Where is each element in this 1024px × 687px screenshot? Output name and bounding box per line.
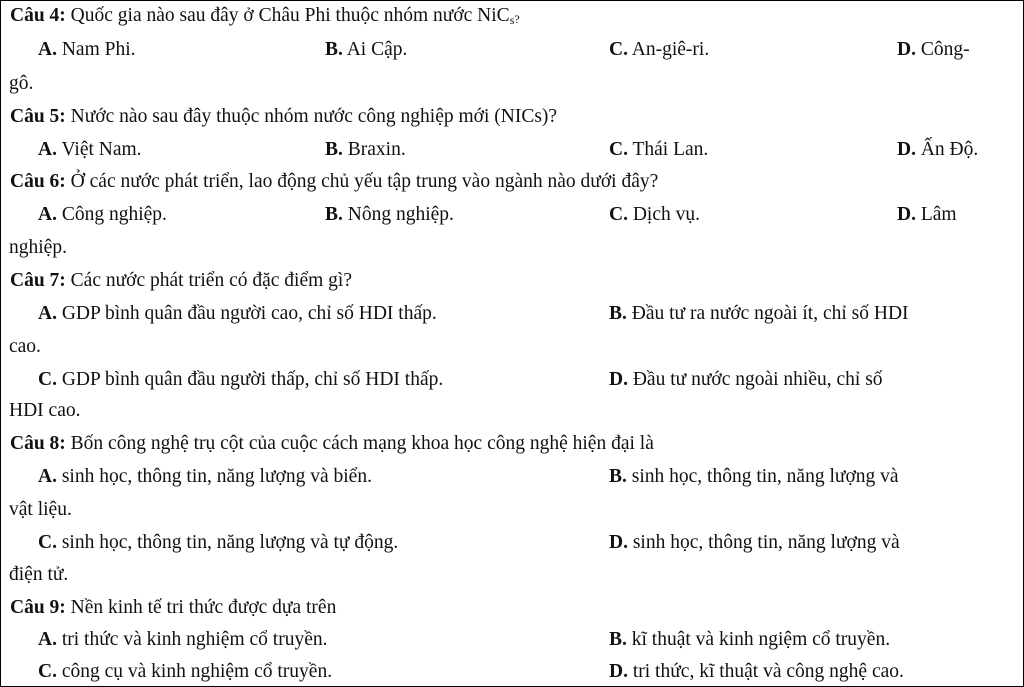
question-8: Câu 8: Bốn công nghệ trụ cột của cuộc cách mạng khoa học công nghệ hiện đại là [10, 433, 654, 454]
q8-option-d-continued: điện tử. [9, 564, 69, 585]
q6-option-a: A. Công nghiệp. [38, 204, 167, 225]
question-5: Câu 5: Nước nào sau đây thuộc nhóm nước công nghiệp mới (NICs)? [10, 106, 558, 127]
q9-option-c: C. công cụ và kinh nghiệm cổ truyền. [38, 661, 333, 682]
q7-option-d-continued: HDI cao. [9, 400, 81, 421]
question-4: Câu 4: Quốc gia nào sau đây ở Châu Phi thuộc nhóm nước NiC$_s$? [10, 5, 520, 27]
q8-option-a: A. sinh học, thông tin, năng lượng và biển. [38, 466, 372, 487]
q7-option-c: C. GDP bình quân đầu người thấp, chỉ số HDI thấp. [38, 369, 444, 390]
q5-option-b: B. Braxin. [325, 139, 406, 160]
q5-option-c: C. Thái Lan. [609, 139, 709, 160]
q4-option-d-continued: gô. [9, 73, 34, 94]
q4-option-b: B. Ai Cập. [325, 39, 408, 60]
q9-option-d: D. tri thức, kĩ thuật và công nghệ cao. [609, 661, 904, 682]
q6-option-d-continued: nghiệp. [9, 237, 67, 258]
q8-option-c: C. sinh học, thông tin, năng lượng và tự động. [38, 532, 399, 553]
q9-option-a: A. tri thức và kinh nghiệm cổ truyền. [38, 629, 328, 650]
q6-option-b: B. Nông nghiệp. [325, 204, 454, 225]
question-6: Câu 6: Ở các nước phát triển, lao động chủ yếu tập trung vào ngành nào dưới đây? [10, 171, 659, 192]
q8-option-b: B. sinh học, thông tin, năng lượng và [609, 466, 899, 487]
q7-option-d: D. Đầu tư nước ngoài nhiều, chỉ số [609, 369, 883, 390]
q8-option-d: D. sinh học, thông tin, năng lượng và [609, 532, 900, 553]
q6-option-d: D. Lâm [897, 204, 957, 225]
q5-option-a: A. Việt Nam. [38, 139, 142, 160]
q4-option-c: C. An-giê-ri. [609, 39, 710, 60]
q7-option-b-continued: cao. [9, 336, 41, 357]
question-9: Câu 9: Nền kinh tế tri thức được dựa trên [10, 597, 337, 618]
q8-option-b-continued: vật liệu. [9, 499, 72, 520]
q4-option-d: D. Công- [897, 39, 970, 60]
q6-option-c: C. Dịch vụ. [609, 204, 700, 225]
q7-option-a: A. GDP bình quân đầu người cao, chỉ số HDI thấp. [38, 303, 437, 324]
q9-option-b: B. kĩ thuật và kinh ngiệm cổ truyền. [609, 629, 891, 650]
question-7: Câu 7: Các nước phát triển có đặc điểm gì? [10, 270, 352, 291]
q4-option-a: A. Nam Phi. [38, 39, 136, 60]
q5-option-d: D. Ấn Độ. [897, 139, 979, 160]
q7-option-b: B. Đầu tư ra nước ngoài ít, chỉ số HDI [609, 303, 909, 324]
